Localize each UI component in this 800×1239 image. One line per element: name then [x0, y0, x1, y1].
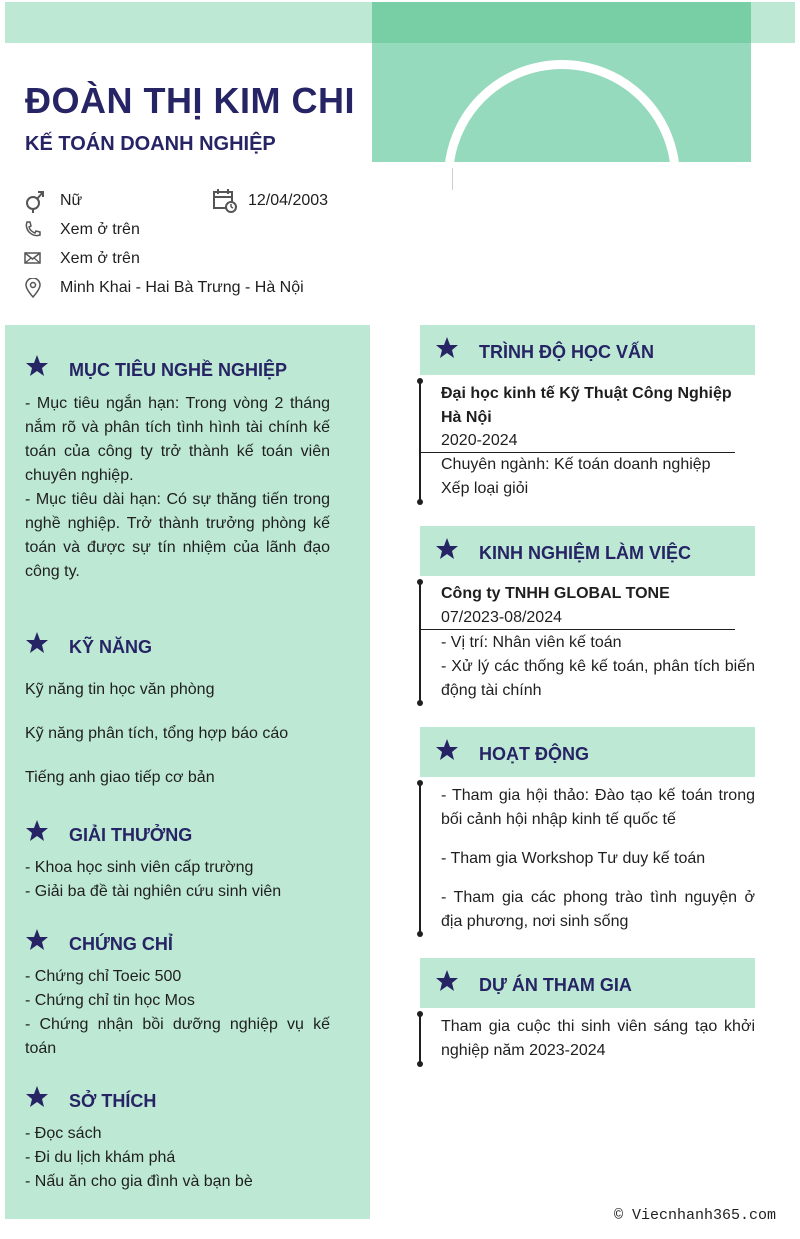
candidate-position: KẾ TOÁN DOANH NGHIỆP — [25, 133, 276, 155]
envelope-icon — [24, 251, 42, 270]
email-value: Xem ở trên — [60, 250, 140, 267]
phone-value: Xem ở trên — [60, 221, 140, 238]
hobbies-title: SỞ THÍCH — [69, 1091, 157, 1111]
certificates-list — [25, 965, 330, 1061]
photo-arc-tail — [452, 168, 453, 190]
education-title: TRÌNH ĐỘ HỌC VẤN — [479, 342, 654, 362]
awards-title: GIẢI THƯỞNG — [69, 825, 193, 845]
certificate-item: - Chứng nhận bồi dưỡng nghiệp vụ kế toán — [25, 1016, 330, 1057]
award-item: - Giải ba đề tài nghiên cứu sinh viên — [25, 883, 282, 900]
activities-title: HOẠT ĐỘNG — [479, 744, 589, 764]
timeline-line — [419, 582, 421, 703]
timeline-dot — [417, 700, 423, 706]
objective-short-term: - Mục tiêu ngắn hạn: Trong vòng 2 tháng nắm rõ và phân tích tình hình tài chính kế toán của công ty trở thành kế toán viên chuyên nghiệp. — [25, 395, 330, 484]
timeline-dot — [417, 579, 423, 585]
experience-task: - Xử lý các thống kê kế toán, phân tích biến động tài chính — [441, 658, 755, 699]
skill-item: Kỹ năng tin học văn phòng — [25, 681, 215, 698]
experience-period: 07/2023-08/2024 — [441, 609, 562, 626]
hobby-item: - Nấu ăn cho gia đình và bạn bè — [25, 1173, 253, 1190]
star-icon — [435, 336, 459, 365]
location-pin-icon — [25, 278, 41, 303]
timeline-dot — [417, 931, 423, 937]
objective-title: MỤC TIÊU NGHỀ NGHIỆP — [69, 360, 288, 380]
timeline-line — [419, 783, 421, 934]
timeline-line — [419, 381, 421, 502]
project-text: Tham gia cuộc thi sinh viên sáng tạo khởi nghiệp năm 2023-2024 — [441, 1018, 755, 1059]
photo-placeholder-top — [372, 2, 751, 43]
certificate-item: - Chứng chỉ tin học Mos — [25, 992, 195, 1009]
activity-item: - Tham gia Workshop Tư duy kế toán — [441, 850, 706, 867]
star-icon — [25, 1085, 49, 1114]
activity-item: - Tham gia hội thảo: Đào tạo kế toán trong bối cảnh hội nhập kinh tế quốc tế — [441, 787, 755, 828]
star-icon — [25, 928, 49, 957]
objective-body — [25, 392, 330, 584]
divider — [420, 452, 735, 453]
star-icon — [435, 537, 459, 566]
hobby-item: - Đọc sách — [25, 1125, 102, 1142]
education-period: 2020-2024 — [441, 432, 518, 449]
certificate-item: - Chứng chỉ Toeic 500 — [25, 968, 182, 985]
phone-icon — [24, 220, 42, 243]
experience-role: - Vị trí: Nhân viên kế toán — [441, 634, 622, 651]
timeline-dot — [417, 780, 423, 786]
education-school: Đại học kinh tế Kỹ Thuật Công Nghiệp Hà Nội — [441, 385, 732, 426]
experience-company: Công ty TNHH GLOBAL TONE — [441, 585, 670, 602]
star-icon — [25, 354, 49, 383]
calendar-icon — [212, 188, 238, 219]
education-rank: Xếp loại giỏi — [441, 480, 529, 497]
timeline-dot — [417, 1061, 423, 1067]
timeline-dot — [417, 1011, 423, 1017]
gender-icon — [24, 189, 46, 218]
certificates-title: CHỨNG CHỈ — [69, 934, 173, 954]
timeline-dot — [417, 378, 423, 384]
activity-item: - Tham gia các phong trào tình nguyện ở địa phương, nơi sinh sống — [441, 889, 755, 930]
projects-title: DỰ ÁN THAM GIA — [479, 975, 632, 995]
experience-title: KINH NGHIỆM LÀM VIỆC — [479, 543, 692, 563]
award-item: - Khoa học sinh viên cấp trường — [25, 859, 254, 876]
divider — [420, 629, 735, 630]
star-icon — [25, 819, 49, 848]
skill-item: Kỹ năng phân tích, tổng hợp báo cáo — [25, 725, 289, 742]
skill-item: Tiếng anh giao tiếp cơ bản — [25, 769, 215, 786]
hobby-item: - Đi du lịch khám phá — [25, 1149, 176, 1166]
gender-value: Nữ — [60, 192, 83, 209]
birthdate-value: 12/04/2003 — [248, 192, 329, 209]
timeline-dot — [417, 499, 423, 505]
address-value: Minh Khai - Hai Bà Trưng - Hà Nội — [60, 279, 304, 296]
star-icon — [435, 738, 459, 767]
objective-long-term: - Mục tiêu dài hạn: Có sự thăng tiến trong nghề nghiệp. Trở thành trưởng phòng kế toán và được sự tín nhiệm của lãnh đạo công ty. — [25, 491, 330, 580]
star-icon — [25, 631, 49, 660]
footer-watermark[interactable]: © Viecnhanh365.com — [613, 1207, 776, 1224]
candidate-name: ĐOÀN THỊ KIM CHI — [25, 80, 355, 121]
star-icon — [435, 969, 459, 998]
education-major: Chuyên ngành: Kế toán doanh nghiệp — [441, 456, 711, 473]
skills-title: KỸ NĂNG — [69, 637, 153, 657]
experience-details — [441, 631, 755, 703]
timeline-line — [419, 1014, 421, 1064]
photo-arc-decoration — [444, 60, 680, 296]
